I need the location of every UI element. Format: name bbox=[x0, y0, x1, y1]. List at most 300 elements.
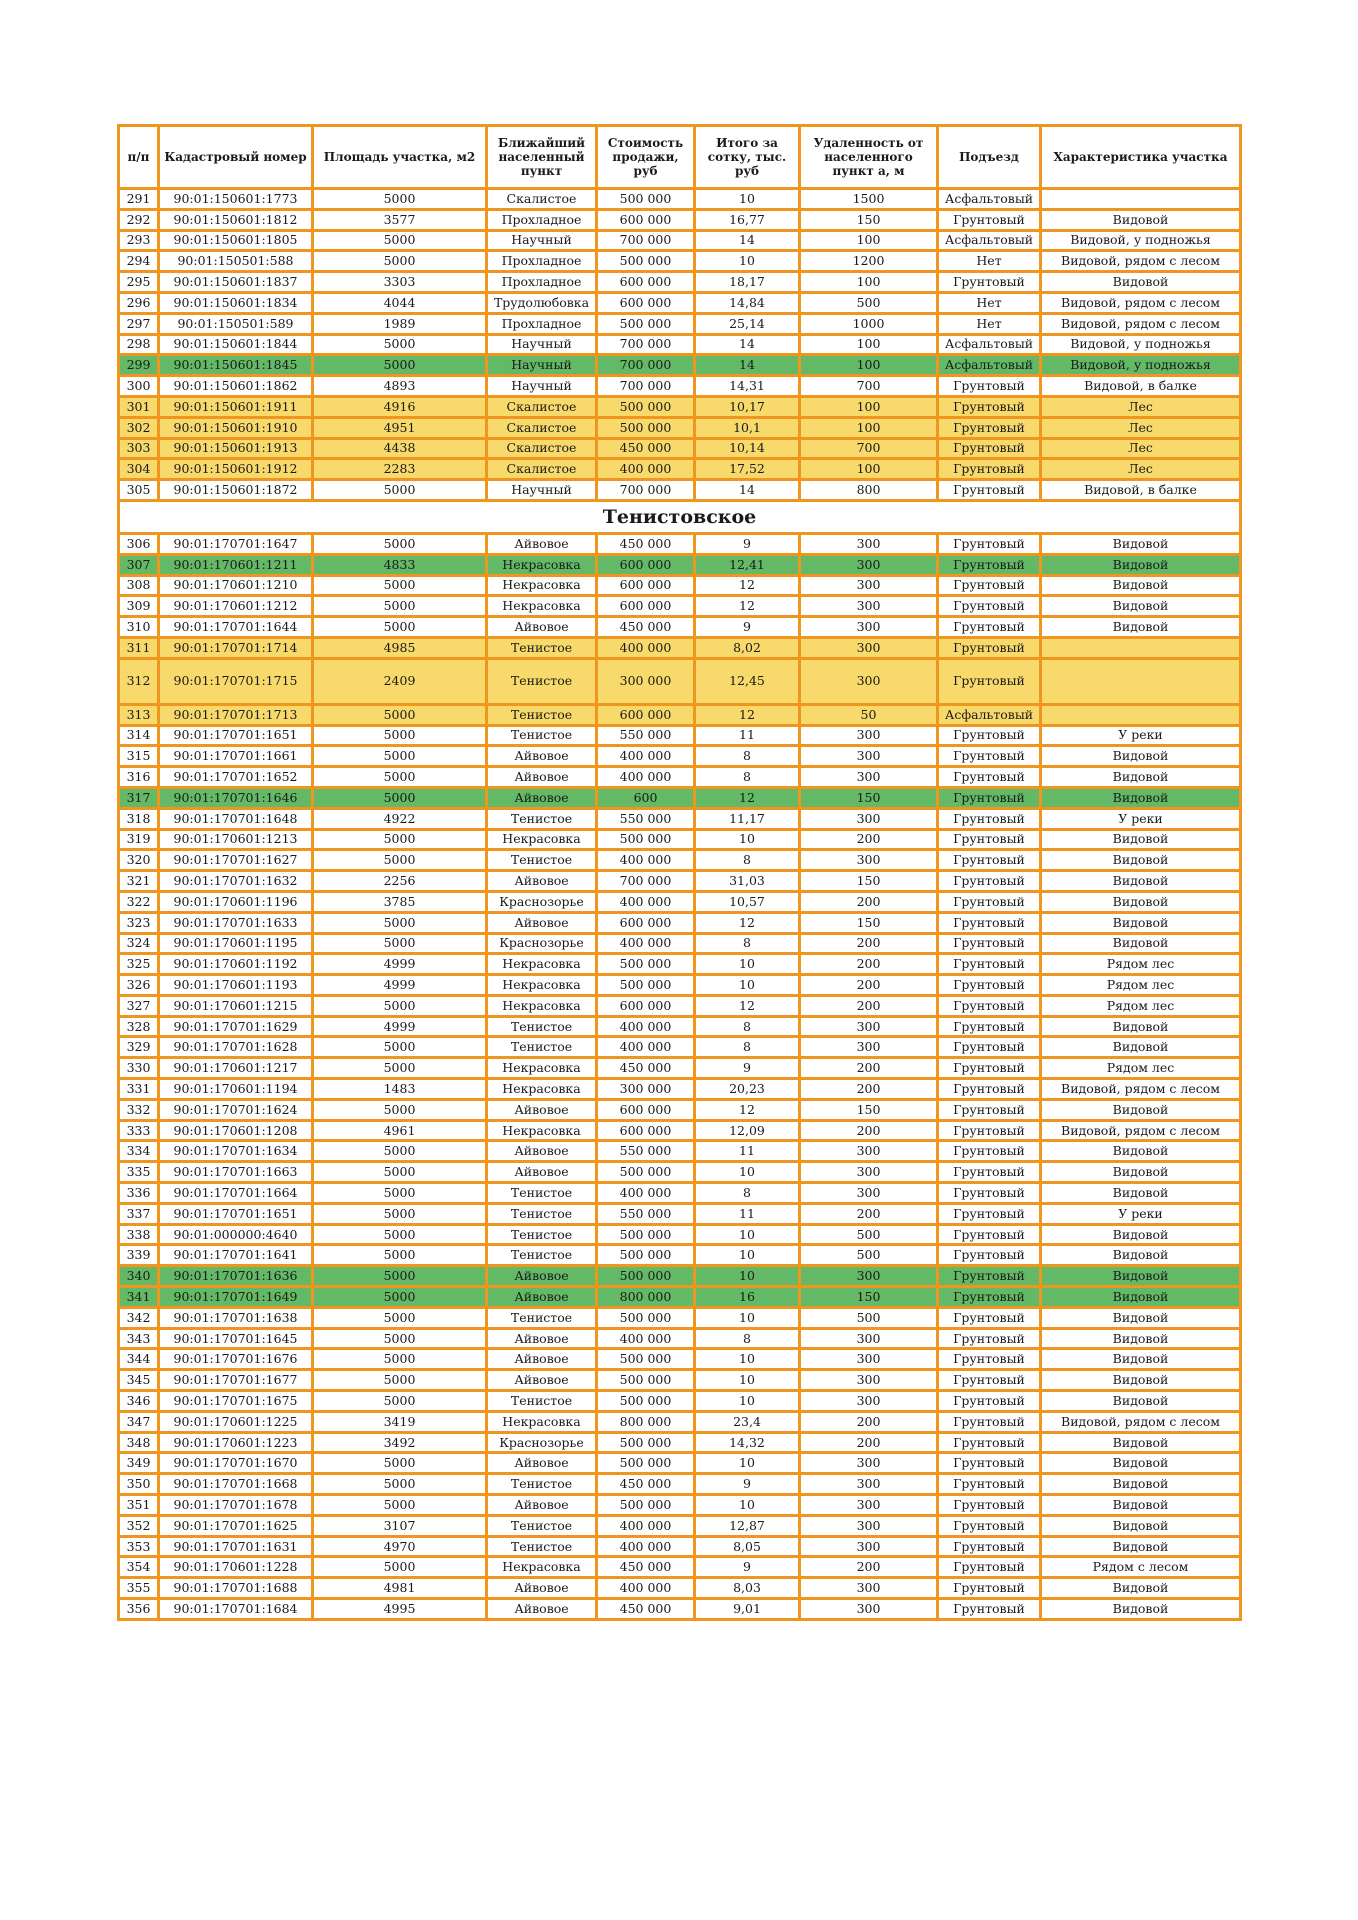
cell-access-road: Грунтовый bbox=[938, 1183, 1041, 1204]
header-price-per-sotka: Итого за сотку, тыс. руб bbox=[695, 126, 800, 189]
cell-settlement: Айвовое bbox=[487, 1328, 597, 1349]
cell-settlement: Тенистое bbox=[487, 725, 597, 746]
cell-characteristics: Лес bbox=[1041, 459, 1241, 480]
cell-distance: 200 bbox=[800, 1058, 938, 1079]
cell-access-road: Грунтовый bbox=[938, 954, 1041, 975]
cell-cadastral-number: 90:01:170701:1647 bbox=[159, 533, 313, 554]
cell-cadastral-number: 90:01:170701:1663 bbox=[159, 1162, 313, 1183]
cell-cadastral-number: 90:01:150501:588 bbox=[159, 251, 313, 272]
cell-number: 322 bbox=[119, 891, 159, 912]
cell-area: 3785 bbox=[313, 891, 487, 912]
table-row bbox=[119, 1495, 1241, 1516]
cell-price: 550 000 bbox=[597, 725, 695, 746]
cell-access-road: Грунтовый bbox=[938, 658, 1041, 704]
cell-characteristics: Видовой bbox=[1041, 1307, 1241, 1328]
cell-access-road: Грунтовый bbox=[938, 1557, 1041, 1578]
table-row bbox=[119, 1328, 1241, 1349]
cell-area: 5000 bbox=[313, 1391, 487, 1412]
cell-number: 299 bbox=[119, 355, 159, 376]
cell-access-road: Асфальтовый bbox=[938, 230, 1041, 251]
cell-characteristics: Видовой, рядом с лесом bbox=[1041, 1079, 1241, 1100]
cell-settlement: Некрасовка bbox=[487, 1058, 597, 1079]
table-row bbox=[119, 459, 1241, 480]
cell-distance: 200 bbox=[800, 933, 938, 954]
cell-price: 400 000 bbox=[597, 746, 695, 767]
cell-number: 318 bbox=[119, 808, 159, 829]
cell-access-road: Грунтовый bbox=[938, 1287, 1041, 1308]
cell-number: 326 bbox=[119, 975, 159, 996]
cell-settlement: Тенистое bbox=[487, 1307, 597, 1328]
header-distance: Удаленность от населенного пункт а, м bbox=[800, 126, 938, 189]
cell-area: 5000 bbox=[313, 1266, 487, 1287]
cell-cadastral-number: 90:01:150601:1910 bbox=[159, 417, 313, 438]
cell-cadastral-number: 90:01:170601:1196 bbox=[159, 891, 313, 912]
cell-cadastral-number: 90:01:170701:1651 bbox=[159, 725, 313, 746]
cell-price: 300 000 bbox=[597, 658, 695, 704]
cell-distance: 300 bbox=[800, 725, 938, 746]
cell-characteristics: Видовой bbox=[1041, 891, 1241, 912]
cell-price: 450 000 bbox=[597, 1474, 695, 1495]
cell-number: 355 bbox=[119, 1578, 159, 1599]
cell-settlement: Некрасовка bbox=[487, 1079, 597, 1100]
cell-access-road: Грунтовый bbox=[938, 1432, 1041, 1453]
cell-settlement: Айвовое bbox=[487, 746, 597, 767]
cell-area: 5000 bbox=[313, 933, 487, 954]
cell-settlement: Айвовое bbox=[487, 871, 597, 892]
cell-access-road: Грунтовый bbox=[938, 1141, 1041, 1162]
cell-price: 400 000 bbox=[597, 637, 695, 658]
cell-cadastral-number: 90:01:170701:1634 bbox=[159, 1141, 313, 1162]
cell-distance: 300 bbox=[800, 1349, 938, 1370]
cell-price: 600 bbox=[597, 787, 695, 808]
cell-price-per-sotka: 14 bbox=[695, 355, 800, 376]
cell-price-per-sotka: 8,02 bbox=[695, 637, 800, 658]
cell-price: 700 000 bbox=[597, 230, 695, 251]
cell-price: 500 000 bbox=[597, 313, 695, 334]
cell-settlement: Краснозорье bbox=[487, 933, 597, 954]
cell-price: 800 000 bbox=[597, 1287, 695, 1308]
cell-access-road: Грунтовый bbox=[938, 209, 1041, 230]
cell-cadastral-number: 90:01:170601:1228 bbox=[159, 1557, 313, 1578]
cell-price: 400 000 bbox=[597, 459, 695, 480]
cell-characteristics: Видовой, рядом с лесом bbox=[1041, 313, 1241, 334]
cell-area: 5000 bbox=[313, 1099, 487, 1120]
cell-characteristics: Видовой bbox=[1041, 1224, 1241, 1245]
cell-access-road: Грунтовый bbox=[938, 459, 1041, 480]
table-row bbox=[119, 1287, 1241, 1308]
cell-settlement: Прохладное bbox=[487, 272, 597, 293]
cell-cadastral-number: 90:01:170701:1652 bbox=[159, 767, 313, 788]
cell-price-per-sotka: 12 bbox=[695, 596, 800, 617]
cell-price-per-sotka: 8 bbox=[695, 746, 800, 767]
cell-price: 600 000 bbox=[597, 575, 695, 596]
cell-cadastral-number: 90:01:170701:1645 bbox=[159, 1328, 313, 1349]
cell-cadastral-number: 90:01:170601:1192 bbox=[159, 954, 313, 975]
table-row bbox=[119, 1391, 1241, 1412]
cell-access-road: Грунтовый bbox=[938, 575, 1041, 596]
cell-number: 331 bbox=[119, 1079, 159, 1100]
cell-settlement: Некрасовка bbox=[487, 829, 597, 850]
table-row bbox=[119, 1307, 1241, 1328]
cell-characteristics: Видовой bbox=[1041, 1432, 1241, 1453]
cell-distance: 50 bbox=[800, 704, 938, 725]
cell-number: 325 bbox=[119, 954, 159, 975]
cell-number: 346 bbox=[119, 1391, 159, 1412]
table-row bbox=[119, 438, 1241, 459]
cell-number: 319 bbox=[119, 829, 159, 850]
cell-number: 306 bbox=[119, 533, 159, 554]
cell-cadastral-number: 90:01:170601:1215 bbox=[159, 995, 313, 1016]
header-characteristics: Характеристика участка bbox=[1041, 126, 1241, 189]
table-row bbox=[119, 1079, 1241, 1100]
table-row bbox=[119, 1411, 1241, 1432]
cell-settlement: Краснозорье bbox=[487, 1432, 597, 1453]
cell-access-road: Грунтовый bbox=[938, 1578, 1041, 1599]
cell-number: 353 bbox=[119, 1536, 159, 1557]
cell-price: 600 000 bbox=[597, 272, 695, 293]
cell-area: 4981 bbox=[313, 1578, 487, 1599]
cell-distance: 300 bbox=[800, 1162, 938, 1183]
cell-cadastral-number: 90:01:170701:1625 bbox=[159, 1515, 313, 1536]
cell-settlement: Прохладное bbox=[487, 209, 597, 230]
cell-cadastral-number: 90:01:170701:1688 bbox=[159, 1578, 313, 1599]
cell-characteristics: Видовой bbox=[1041, 1515, 1241, 1536]
cell-access-road: Асфальтовый bbox=[938, 704, 1041, 725]
cell-price-per-sotka: 8 bbox=[695, 850, 800, 871]
cell-number: 334 bbox=[119, 1141, 159, 1162]
cell-price-per-sotka: 8 bbox=[695, 767, 800, 788]
cell-number: 347 bbox=[119, 1411, 159, 1432]
cell-cadastral-number: 90:01:170701:1684 bbox=[159, 1599, 313, 1620]
cell-number: 294 bbox=[119, 251, 159, 272]
cell-price-per-sotka: 8 bbox=[695, 1037, 800, 1058]
cell-price-per-sotka: 14 bbox=[695, 230, 800, 251]
cell-number: 297 bbox=[119, 313, 159, 334]
cell-settlement: Скалистое bbox=[487, 396, 597, 417]
cell-area: 5000 bbox=[313, 480, 487, 501]
cell-cadastral-number: 90:01:170601:1208 bbox=[159, 1120, 313, 1141]
cell-area: 3492 bbox=[313, 1432, 487, 1453]
cell-distance: 800 bbox=[800, 480, 938, 501]
cell-price-per-sotka: 9,01 bbox=[695, 1599, 800, 1620]
cell-distance: 300 bbox=[800, 1515, 938, 1536]
cell-area: 5000 bbox=[313, 1495, 487, 1516]
cell-cadastral-number: 90:01:170701:1651 bbox=[159, 1203, 313, 1224]
header-area: Площадь участка, м2 bbox=[313, 126, 487, 189]
cell-characteristics: Видовой bbox=[1041, 933, 1241, 954]
cell-distance: 300 bbox=[800, 596, 938, 617]
cell-price: 400 000 bbox=[597, 1016, 695, 1037]
cell-price-per-sotka: 8 bbox=[695, 1016, 800, 1037]
table-row bbox=[119, 1349, 1241, 1370]
cell-distance: 700 bbox=[800, 376, 938, 397]
cell-cadastral-number: 90:01:170701:1678 bbox=[159, 1495, 313, 1516]
cell-cadastral-number: 90:01:170701:1646 bbox=[159, 787, 313, 808]
cell-price-per-sotka: 10 bbox=[695, 251, 800, 272]
cell-price-per-sotka: 10 bbox=[695, 1495, 800, 1516]
cell-cadastral-number: 90:01:170701:1628 bbox=[159, 1037, 313, 1058]
cell-settlement: Айвовое bbox=[487, 1287, 597, 1308]
cell-price-per-sotka: 8 bbox=[695, 933, 800, 954]
cell-settlement: Научный bbox=[487, 376, 597, 397]
cell-access-road: Грунтовый bbox=[938, 1349, 1041, 1370]
cell-price: 500 000 bbox=[597, 1245, 695, 1266]
cell-price: 600 000 bbox=[597, 1120, 695, 1141]
cell-cadastral-number: 90:01:170701:1648 bbox=[159, 808, 313, 829]
cell-settlement: Айвовое bbox=[487, 617, 597, 638]
cell-distance: 200 bbox=[800, 1079, 938, 1100]
cell-access-road: Грунтовый bbox=[938, 1120, 1041, 1141]
cell-area: 5000 bbox=[313, 1058, 487, 1079]
cell-settlement: Айвовое bbox=[487, 767, 597, 788]
cell-cadastral-number: 90:01:170601:1211 bbox=[159, 554, 313, 575]
cell-access-road: Грунтовый bbox=[938, 637, 1041, 658]
cell-area: 5000 bbox=[313, 596, 487, 617]
cell-area: 2256 bbox=[313, 871, 487, 892]
cell-characteristics: Видовой bbox=[1041, 1183, 1241, 1204]
cell-characteristics: Видовой, рядом с лесом bbox=[1041, 1411, 1241, 1432]
cell-number: 349 bbox=[119, 1453, 159, 1474]
cell-access-road: Грунтовый bbox=[938, 417, 1041, 438]
cell-settlement: Тенистое bbox=[487, 1474, 597, 1495]
cell-number: 338 bbox=[119, 1224, 159, 1245]
cell-price-per-sotka: 16,77 bbox=[695, 209, 800, 230]
cell-cadastral-number: 90:01:170601:1223 bbox=[159, 1432, 313, 1453]
cell-settlement: Айвовое bbox=[487, 1266, 597, 1287]
cell-distance: 150 bbox=[800, 871, 938, 892]
cell-price-per-sotka: 14 bbox=[695, 334, 800, 355]
cell-cadastral-number: 90:01:170601:1193 bbox=[159, 975, 313, 996]
cell-price-per-sotka: 12 bbox=[695, 575, 800, 596]
cell-settlement: Научный bbox=[487, 230, 597, 251]
cell-number: 335 bbox=[119, 1162, 159, 1183]
cell-price-per-sotka: 8 bbox=[695, 1328, 800, 1349]
cell-distance: 200 bbox=[800, 975, 938, 996]
cell-distance: 1000 bbox=[800, 313, 938, 334]
table-row bbox=[119, 1432, 1241, 1453]
cell-settlement: Айвовое bbox=[487, 1578, 597, 1599]
cell-number: 311 bbox=[119, 637, 159, 658]
cell-distance: 300 bbox=[800, 637, 938, 658]
table-row bbox=[119, 1037, 1241, 1058]
cell-cadastral-number: 90:01:150601:1872 bbox=[159, 480, 313, 501]
cell-price-per-sotka: 10 bbox=[695, 1349, 800, 1370]
cell-access-road: Грунтовый bbox=[938, 891, 1041, 912]
cell-distance: 700 bbox=[800, 438, 938, 459]
cell-number: 333 bbox=[119, 1120, 159, 1141]
cell-distance: 300 bbox=[800, 1037, 938, 1058]
cell-number: 312 bbox=[119, 658, 159, 704]
cell-settlement: Айвовое bbox=[487, 1349, 597, 1370]
cell-area: 5000 bbox=[313, 1328, 487, 1349]
cell-access-road: Грунтовый bbox=[938, 596, 1041, 617]
cell-area: 4438 bbox=[313, 438, 487, 459]
cell-distance: 200 bbox=[800, 1432, 938, 1453]
cell-characteristics: Видовой bbox=[1041, 209, 1241, 230]
cell-number: 300 bbox=[119, 376, 159, 397]
cell-settlement: Тенистое bbox=[487, 1245, 597, 1266]
cell-access-road: Грунтовый bbox=[938, 787, 1041, 808]
cell-distance: 1200 bbox=[800, 251, 938, 272]
cell-settlement: Прохладное bbox=[487, 313, 597, 334]
cell-settlement: Некрасовка bbox=[487, 954, 597, 975]
cell-characteristics: Видовой bbox=[1041, 1599, 1241, 1620]
cell-settlement: Айвовое bbox=[487, 1099, 597, 1120]
cell-settlement: Некрасовка bbox=[487, 554, 597, 575]
cell-settlement: Тенистое bbox=[487, 1016, 597, 1037]
cell-area: 5000 bbox=[313, 1370, 487, 1391]
cell-area: 5000 bbox=[313, 1037, 487, 1058]
cell-number: 352 bbox=[119, 1515, 159, 1536]
cell-price: 700 000 bbox=[597, 355, 695, 376]
cell-area: 5000 bbox=[313, 617, 487, 638]
cell-area: 5000 bbox=[313, 334, 487, 355]
cell-number: 341 bbox=[119, 1287, 159, 1308]
cell-number: 317 bbox=[119, 787, 159, 808]
cell-price-per-sotka: 12,41 bbox=[695, 554, 800, 575]
table-body bbox=[119, 189, 1241, 1620]
cell-settlement: Тенистое bbox=[487, 1037, 597, 1058]
cell-characteristics: Видовой, рядом с лесом bbox=[1041, 292, 1241, 313]
cell-price: 500 000 bbox=[597, 1307, 695, 1328]
cell-distance: 300 bbox=[800, 1328, 938, 1349]
cell-number: 302 bbox=[119, 417, 159, 438]
header-price: Стоимость продажи, руб bbox=[597, 126, 695, 189]
cell-price-per-sotka: 10 bbox=[695, 1162, 800, 1183]
cell-settlement: Тенистое bbox=[487, 808, 597, 829]
cell-settlement: Тенистое bbox=[487, 1536, 597, 1557]
cell-access-road: Грунтовый bbox=[938, 376, 1041, 397]
cell-settlement: Тенистое bbox=[487, 637, 597, 658]
cell-settlement: Прохладное bbox=[487, 251, 597, 272]
cell-settlement: Скалистое bbox=[487, 438, 597, 459]
cell-price-per-sotka: 20,23 bbox=[695, 1079, 800, 1100]
cell-settlement: Тенистое bbox=[487, 1183, 597, 1204]
cell-characteristics: Видовой, у подножья bbox=[1041, 230, 1241, 251]
cell-access-road: Грунтовый bbox=[938, 912, 1041, 933]
table-row bbox=[119, 637, 1241, 658]
cell-price: 500 000 bbox=[597, 396, 695, 417]
cell-area: 5000 bbox=[313, 767, 487, 788]
cell-distance: 200 bbox=[800, 1203, 938, 1224]
cell-characteristics: У реки bbox=[1041, 1203, 1241, 1224]
cell-number: 336 bbox=[119, 1183, 159, 1204]
cell-price: 500 000 bbox=[597, 1349, 695, 1370]
cell-area: 5000 bbox=[313, 725, 487, 746]
cell-area: 4985 bbox=[313, 637, 487, 658]
cell-distance: 150 bbox=[800, 1287, 938, 1308]
cell-distance: 300 bbox=[800, 658, 938, 704]
cell-price-per-sotka: 10 bbox=[695, 1224, 800, 1245]
cell-distance: 500 bbox=[800, 1245, 938, 1266]
cell-price: 600 000 bbox=[597, 554, 695, 575]
cell-area: 3303 bbox=[313, 272, 487, 293]
cell-characteristics: Видовой bbox=[1041, 1162, 1241, 1183]
cell-area: 5000 bbox=[313, 533, 487, 554]
cell-settlement: Айвовое bbox=[487, 912, 597, 933]
cell-price-per-sotka: 10 bbox=[695, 1245, 800, 1266]
cell-distance: 200 bbox=[800, 1557, 938, 1578]
cell-cadastral-number: 90:01:170701:1661 bbox=[159, 746, 313, 767]
cell-characteristics: Видовой bbox=[1041, 1245, 1241, 1266]
table-row bbox=[119, 480, 1241, 501]
table-row bbox=[119, 912, 1241, 933]
cell-price-per-sotka: 14 bbox=[695, 480, 800, 501]
table-row bbox=[119, 725, 1241, 746]
table-row bbox=[119, 292, 1241, 313]
cell-access-road: Грунтовый bbox=[938, 1224, 1041, 1245]
cell-price: 700 000 bbox=[597, 376, 695, 397]
cell-characteristics: Видовой bbox=[1041, 1578, 1241, 1599]
cell-access-road: Грунтовый bbox=[938, 1162, 1041, 1183]
cell-cadastral-number: 90:01:150501:589 bbox=[159, 313, 313, 334]
table-row bbox=[119, 1578, 1241, 1599]
cell-distance: 150 bbox=[800, 787, 938, 808]
cell-area: 4044 bbox=[313, 292, 487, 313]
table-row bbox=[119, 871, 1241, 892]
cell-cadastral-number: 90:01:150601:1773 bbox=[159, 189, 313, 210]
cell-price-per-sotka: 16 bbox=[695, 1287, 800, 1308]
cell-price: 800 000 bbox=[597, 1411, 695, 1432]
cell-number: 351 bbox=[119, 1495, 159, 1516]
cell-number: 327 bbox=[119, 995, 159, 1016]
cell-number: 320 bbox=[119, 850, 159, 871]
cell-distance: 100 bbox=[800, 230, 938, 251]
cell-distance: 100 bbox=[800, 417, 938, 438]
cell-settlement: Некрасовка bbox=[487, 975, 597, 996]
cell-area: 1483 bbox=[313, 1079, 487, 1100]
cell-access-road: Грунтовый bbox=[938, 617, 1041, 638]
cell-price: 400 000 bbox=[597, 891, 695, 912]
cell-price: 500 000 bbox=[597, 1432, 695, 1453]
cell-characteristics: Видовой bbox=[1041, 767, 1241, 788]
cell-access-road: Грунтовый bbox=[938, 1495, 1041, 1516]
cell-distance: 300 bbox=[800, 850, 938, 871]
cell-price-per-sotka: 31,03 bbox=[695, 871, 800, 892]
cell-number: 342 bbox=[119, 1307, 159, 1328]
cell-price: 600 000 bbox=[597, 704, 695, 725]
cell-price: 400 000 bbox=[597, 1328, 695, 1349]
cell-number: 324 bbox=[119, 933, 159, 954]
cell-characteristics: Видовой bbox=[1041, 1349, 1241, 1370]
cell-characteristics: Видовой bbox=[1041, 617, 1241, 638]
table-row bbox=[119, 1536, 1241, 1557]
cell-distance: 300 bbox=[800, 1183, 938, 1204]
cell-cadastral-number: 90:01:170701:1670 bbox=[159, 1453, 313, 1474]
cell-distance: 150 bbox=[800, 1099, 938, 1120]
cell-number: 328 bbox=[119, 1016, 159, 1037]
cell-area: 4970 bbox=[313, 1536, 487, 1557]
cell-area: 5000 bbox=[313, 704, 487, 725]
cell-characteristics: Рядом лес bbox=[1041, 1058, 1241, 1079]
cell-price: 500 000 bbox=[597, 1391, 695, 1412]
table-row bbox=[119, 658, 1241, 704]
cell-area: 2409 bbox=[313, 658, 487, 704]
cell-access-road: Грунтовый bbox=[938, 1245, 1041, 1266]
cell-characteristics: Видовой bbox=[1041, 533, 1241, 554]
cell-settlement: Тенистое bbox=[487, 850, 597, 871]
cell-cadastral-number: 90:01:170701:1649 bbox=[159, 1287, 313, 1308]
header-cadastral-number: Кадастровый номер bbox=[159, 126, 313, 189]
cell-access-road: Грунтовый bbox=[938, 1411, 1041, 1432]
cell-price: 500 000 bbox=[597, 1162, 695, 1183]
cell-price-per-sotka: 11,17 bbox=[695, 808, 800, 829]
cell-price-per-sotka: 18,17 bbox=[695, 272, 800, 293]
cell-settlement: Тенистое bbox=[487, 1391, 597, 1412]
cell-characteristics: У реки bbox=[1041, 808, 1241, 829]
cell-access-road: Грунтовый bbox=[938, 1599, 1041, 1620]
cell-characteristics: Видовой, в балке bbox=[1041, 480, 1241, 501]
